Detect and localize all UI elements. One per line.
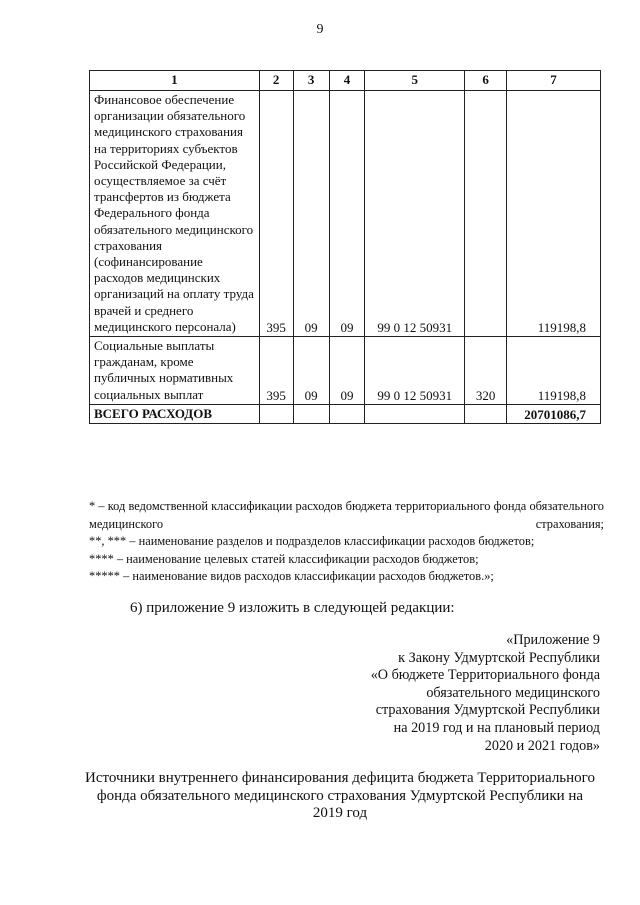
cell-amount: 119198,8 bbox=[507, 337, 601, 405]
heading-line: фонда обязательного медицинского страхования Удмуртской Республики на bbox=[96, 787, 584, 804]
column-header: 6 bbox=[465, 71, 507, 91]
footnote: ***** – наименование видов расходов классификации расходов бюджетов.»; bbox=[89, 569, 494, 583]
expenses-table bbox=[89, 70, 601, 424]
table-header-row bbox=[90, 71, 601, 91]
row-name: Социальные выплаты гражданам, кроме публичных нормативных социальных выплат bbox=[90, 337, 260, 405]
appendix-line: на 2019 год и на плановый период bbox=[393, 719, 600, 736]
empty-cell bbox=[259, 404, 293, 423]
cell-section: 09 bbox=[293, 91, 329, 337]
appendix-line: к Закону Удмуртской Республики bbox=[398, 649, 600, 666]
footnote: **, *** – наименование разделов и подразделов классификации расходов бюджетов; bbox=[89, 534, 535, 548]
cell-expense-type: 320 bbox=[465, 337, 507, 405]
appendix-header bbox=[300, 632, 600, 755]
column-header: 2 bbox=[259, 71, 293, 91]
total-label: ВСЕГО РАСХОДОВ bbox=[90, 404, 260, 423]
total-row bbox=[90, 404, 601, 423]
row-name: Финансовое обеспечение организации обязательного медицинского страхования на территориях субъектов Российской Федерации, осуществляемое за счёт трансфертов из бюджета Федерального фонда обязательного медицинского страхования (софинансирование расходов медицинских организаций на оплату труда врачей и среднего медицинского персонала) bbox=[90, 91, 260, 337]
empty-cell bbox=[329, 404, 365, 423]
column-header: 4 bbox=[329, 71, 365, 91]
heading-line: 2019 год bbox=[312, 805, 368, 821]
appendix-line: обязательного медицинского bbox=[426, 684, 600, 701]
cell-expense-type bbox=[465, 91, 507, 337]
footnote: * – код ведомственной классификации расходов бюджета территориального фонда обязательного медицинского страхования; bbox=[89, 499, 604, 531]
table-row bbox=[90, 91, 601, 337]
empty-cell bbox=[365, 404, 465, 423]
empty-cell bbox=[293, 404, 329, 423]
cell-target-code: 99 0 12 50931 bbox=[365, 91, 465, 337]
cell-amount: 119198,8 bbox=[507, 91, 601, 337]
appendix-line: страхования Удмуртской Республики bbox=[375, 702, 600, 719]
appendix-line: «О бюджете Территориального фонда bbox=[370, 667, 600, 684]
cell-ministry-code: 395 bbox=[259, 91, 293, 337]
amendment-instruction: 6) приложение 9 изложить в следующей редакции: bbox=[130, 600, 455, 616]
heading-line: Источники внутреннего финансирования дефицита бюджета Территориального bbox=[85, 770, 595, 786]
page-number: 9 bbox=[316, 22, 324, 37]
column-header: 3 bbox=[293, 71, 329, 91]
cell-subsection: 09 bbox=[329, 337, 365, 405]
cell-subsection: 09 bbox=[329, 91, 365, 337]
cell-ministry-code: 395 bbox=[259, 337, 293, 405]
appendix-line: 2020 и 2021 годов» bbox=[484, 737, 600, 754]
total-value: 20701086,7 bbox=[507, 404, 601, 423]
cell-target-code: 99 0 12 50931 bbox=[365, 337, 465, 405]
column-header: 7 bbox=[507, 71, 601, 91]
appendix-line: «Приложение 9 bbox=[506, 632, 600, 648]
footnote: **** – наименование целевых статей классификации расходов бюджетов; bbox=[89, 551, 479, 566]
empty-cell bbox=[465, 404, 507, 423]
table-row bbox=[90, 337, 601, 405]
column-header: 1 bbox=[90, 71, 260, 91]
footnotes bbox=[89, 498, 604, 586]
section-heading bbox=[70, 770, 610, 823]
column-header: 5 bbox=[365, 71, 465, 91]
cell-section: 09 bbox=[293, 337, 329, 405]
